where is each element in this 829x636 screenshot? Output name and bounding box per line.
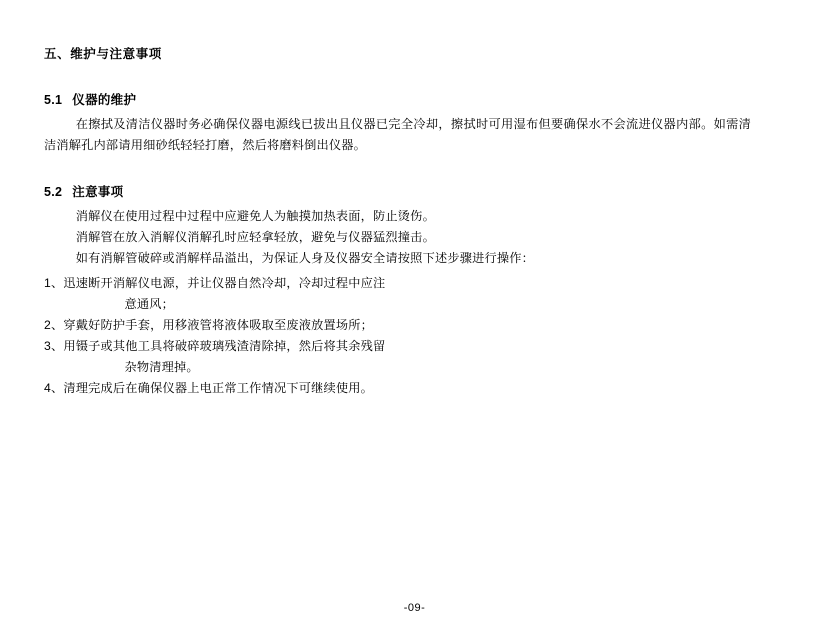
list-item-continuation: 杂物清理掉。 [124, 360, 199, 374]
section-5-1-title: 仪器的维护 [72, 93, 137, 107]
page-title: 五、维护与注意事项 [44, 47, 162, 61]
procedure-list [44, 273, 751, 399]
section-5-2 [44, 182, 751, 399]
list-item-text: 清理完成后在确保仪器上电正常工作情况下可继续使用。 [63, 381, 374, 395]
list-item-continuation: 意通风； [124, 297, 175, 311]
section-5-1 [44, 90, 751, 156]
list-item [44, 336, 751, 378]
section-5-2-paragraph-3: 如有消解管破碎或消解样品溢出，为保证人身及仪器安全请按照下述步骤进行操作： [75, 251, 535, 265]
list-item-text: 迅速断开消解仪电源，并让仪器自然冷却，冷却过程中应注 [63, 276, 386, 290]
section-5-2-paragraph-1: 消解仪在使用过程中过程中应避免人为触摸加热表面，防止烫伤。 [75, 209, 435, 223]
list-item-marker: 2、 [44, 318, 64, 332]
section-5-2-paragraph-2: 消解管在放入消解仪消解孔时应轻拿轻放，避免与仪器猛烈撞击。 [75, 230, 435, 244]
list-item-text: 穿戴好防护手套，用移液管将液体吸取至废液放置场所； [63, 318, 374, 332]
section-5-1-number: 5.1 [44, 93, 63, 107]
list-item-text: 用镊子或其他工具将破碎玻璃残渣清除掉，然后将其余残留 [63, 339, 386, 353]
list-item-marker: 3、 [44, 339, 64, 353]
section-5-2-heading [44, 182, 751, 200]
section-5-2-title: 注意事项 [72, 185, 124, 199]
section-5-2-number: 5.2 [44, 185, 63, 199]
list-item-marker: 4、 [44, 381, 64, 395]
list-item [44, 315, 751, 336]
section-5-1-heading [44, 90, 751, 108]
list-item-marker: 1、 [44, 276, 64, 290]
page-number: -09- [403, 602, 426, 614]
section-5-1-paragraph-1: 在擦拭及清洁仪器时务必确保仪器电源线已拔出且仪器已完全冷却，擦拭时可用湿布但要确保水不会流进仪器内部。如需清洁消解孔内部请用细砂纸轻轻打磨，然后将磨料倒出仪器。 [44, 117, 751, 152]
list-item [44, 273, 751, 315]
list-item [44, 378, 751, 399]
